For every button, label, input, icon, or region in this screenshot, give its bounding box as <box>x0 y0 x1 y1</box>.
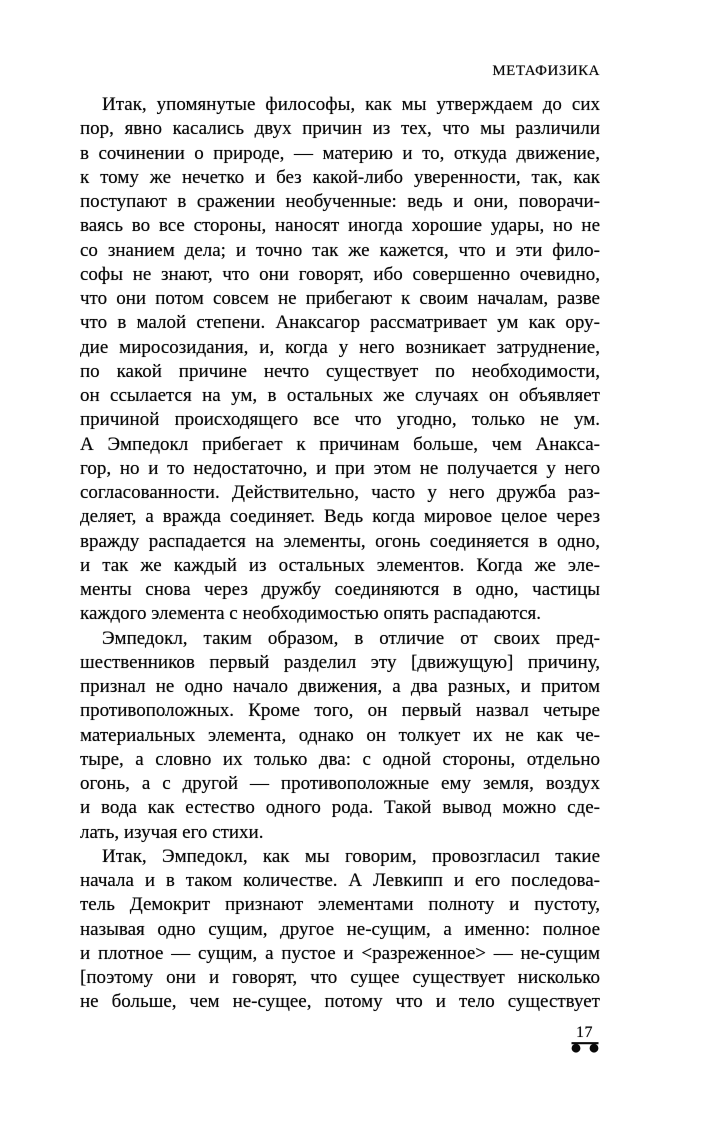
text-line: что в малой степени. Анаксагор рассматривает ум как ору- <box>80 312 600 334</box>
text-line: согласованности. Действительно, часто у него дружба раз- <box>80 482 600 503</box>
text-line: он ссылается на ум, в остальных же случаях он объявляет <box>80 385 600 406</box>
page-footer <box>559 1023 610 1053</box>
text-line: Итак, упомянутые философы, как мы утверждаем до сих <box>102 94 600 115</box>
text-line: деляет, а вражда соединяет. Ведь когда мировое целое через <box>80 506 600 528</box>
text-line: менты снова через дружбу соединяются в одно, частицы <box>80 579 600 600</box>
text-line: материальных элемента, однако он толкует их не как че- <box>80 724 600 746</box>
text-line: и плотное — сущим, а пустое и <разреженное> — не-сущим <box>80 942 600 964</box>
text-line: признал не одно начало движения, а два разных, и притом <box>80 676 600 697</box>
text-line: противоположных. Кроме того, он первый назвал четыре <box>80 700 600 722</box>
text-line: и вода как естество одного рода. Такой вывод можно сде- <box>80 797 600 819</box>
paragraph <box>80 845 600 1015</box>
page-number: 17 <box>576 1024 593 1041</box>
paragraph <box>80 627 600 845</box>
running-title: МЕТАФИЗИКА <box>492 63 600 79</box>
text-line: со знанием дела; и точно так же кажется, что и эти фило- <box>80 239 600 261</box>
text-line: лать, изучая его стихи. <box>80 821 264 843</box>
text-line: к тому же нечетко и без какой-либо уверенности, так, как <box>80 166 600 188</box>
text-line: ваясь во все стороны, наносят иногда хорошие удары, но не <box>80 215 600 237</box>
text-line: что они потом совсем не прибегают к своим началам, разве <box>80 288 600 309</box>
text-line: пор, явно касались двух причин из тех, что мы различили <box>80 118 600 140</box>
text-line: не больше, чем не-сущее, потому что и тело существует <box>80 991 600 1013</box>
text-line: каждого элемента с необходимостью опять распадаются. <box>80 603 542 625</box>
text-line: софы не знают, что они говорят, ибо совершенно очевидно, <box>80 263 600 285</box>
text-line: называя одно сущим, другое не-сущим, а именно: полное <box>80 918 600 940</box>
text-line: А Эмпедокл прибегает к причинам больше, чем Анакса- <box>80 433 600 455</box>
body-text <box>80 93 600 1015</box>
text-line: вражду распадается на элементы, огонь соединяется в одно, <box>80 530 600 552</box>
text-line: по какой причине нечто существует по необходимости, <box>80 360 600 382</box>
paragraph <box>80 93 600 627</box>
footer-ornament-icon <box>571 1042 599 1053</box>
text-line: тель Демокрит признают элементами полноту и пустоту, <box>80 894 600 916</box>
text-line: гор, но и то недостаточно, и при этом не получается у него <box>80 457 600 479</box>
text-line: поступают в сражении необученные: ведь и они, поворачи- <box>80 191 600 212</box>
text-line: огонь, а с другой — противоположные ему земля, воздух <box>80 773 600 794</box>
text-line: и так же каждый из остальных элементов. Когда же эле- <box>80 554 600 576</box>
text-line: тыре, а словно их только два: с одной стороны, отдельно <box>80 748 600 770</box>
text-line: Итак, Эмпедокл, как мы говорим, провозгласил такие <box>102 845 600 867</box>
text-line: в сочинении о природе, — материю и то, откуда движение, <box>80 142 600 164</box>
text-line: [поэтому они и говорят, что сущее существует нисколько <box>80 967 600 988</box>
text-line: начала и в таком количестве. А Левкипп и его последова- <box>80 870 600 891</box>
text-line: причиной происходящего все что угодно, только не ум. <box>80 409 600 431</box>
text-line: Эмпедокл, таким образом, в отличие от своих пред- <box>102 627 600 649</box>
text-line: дие миросозидания, и, когда у него возникает затруднение, <box>80 336 600 358</box>
text-line: шественников первый разделил эту [движущую] причину, <box>80 651 600 673</box>
